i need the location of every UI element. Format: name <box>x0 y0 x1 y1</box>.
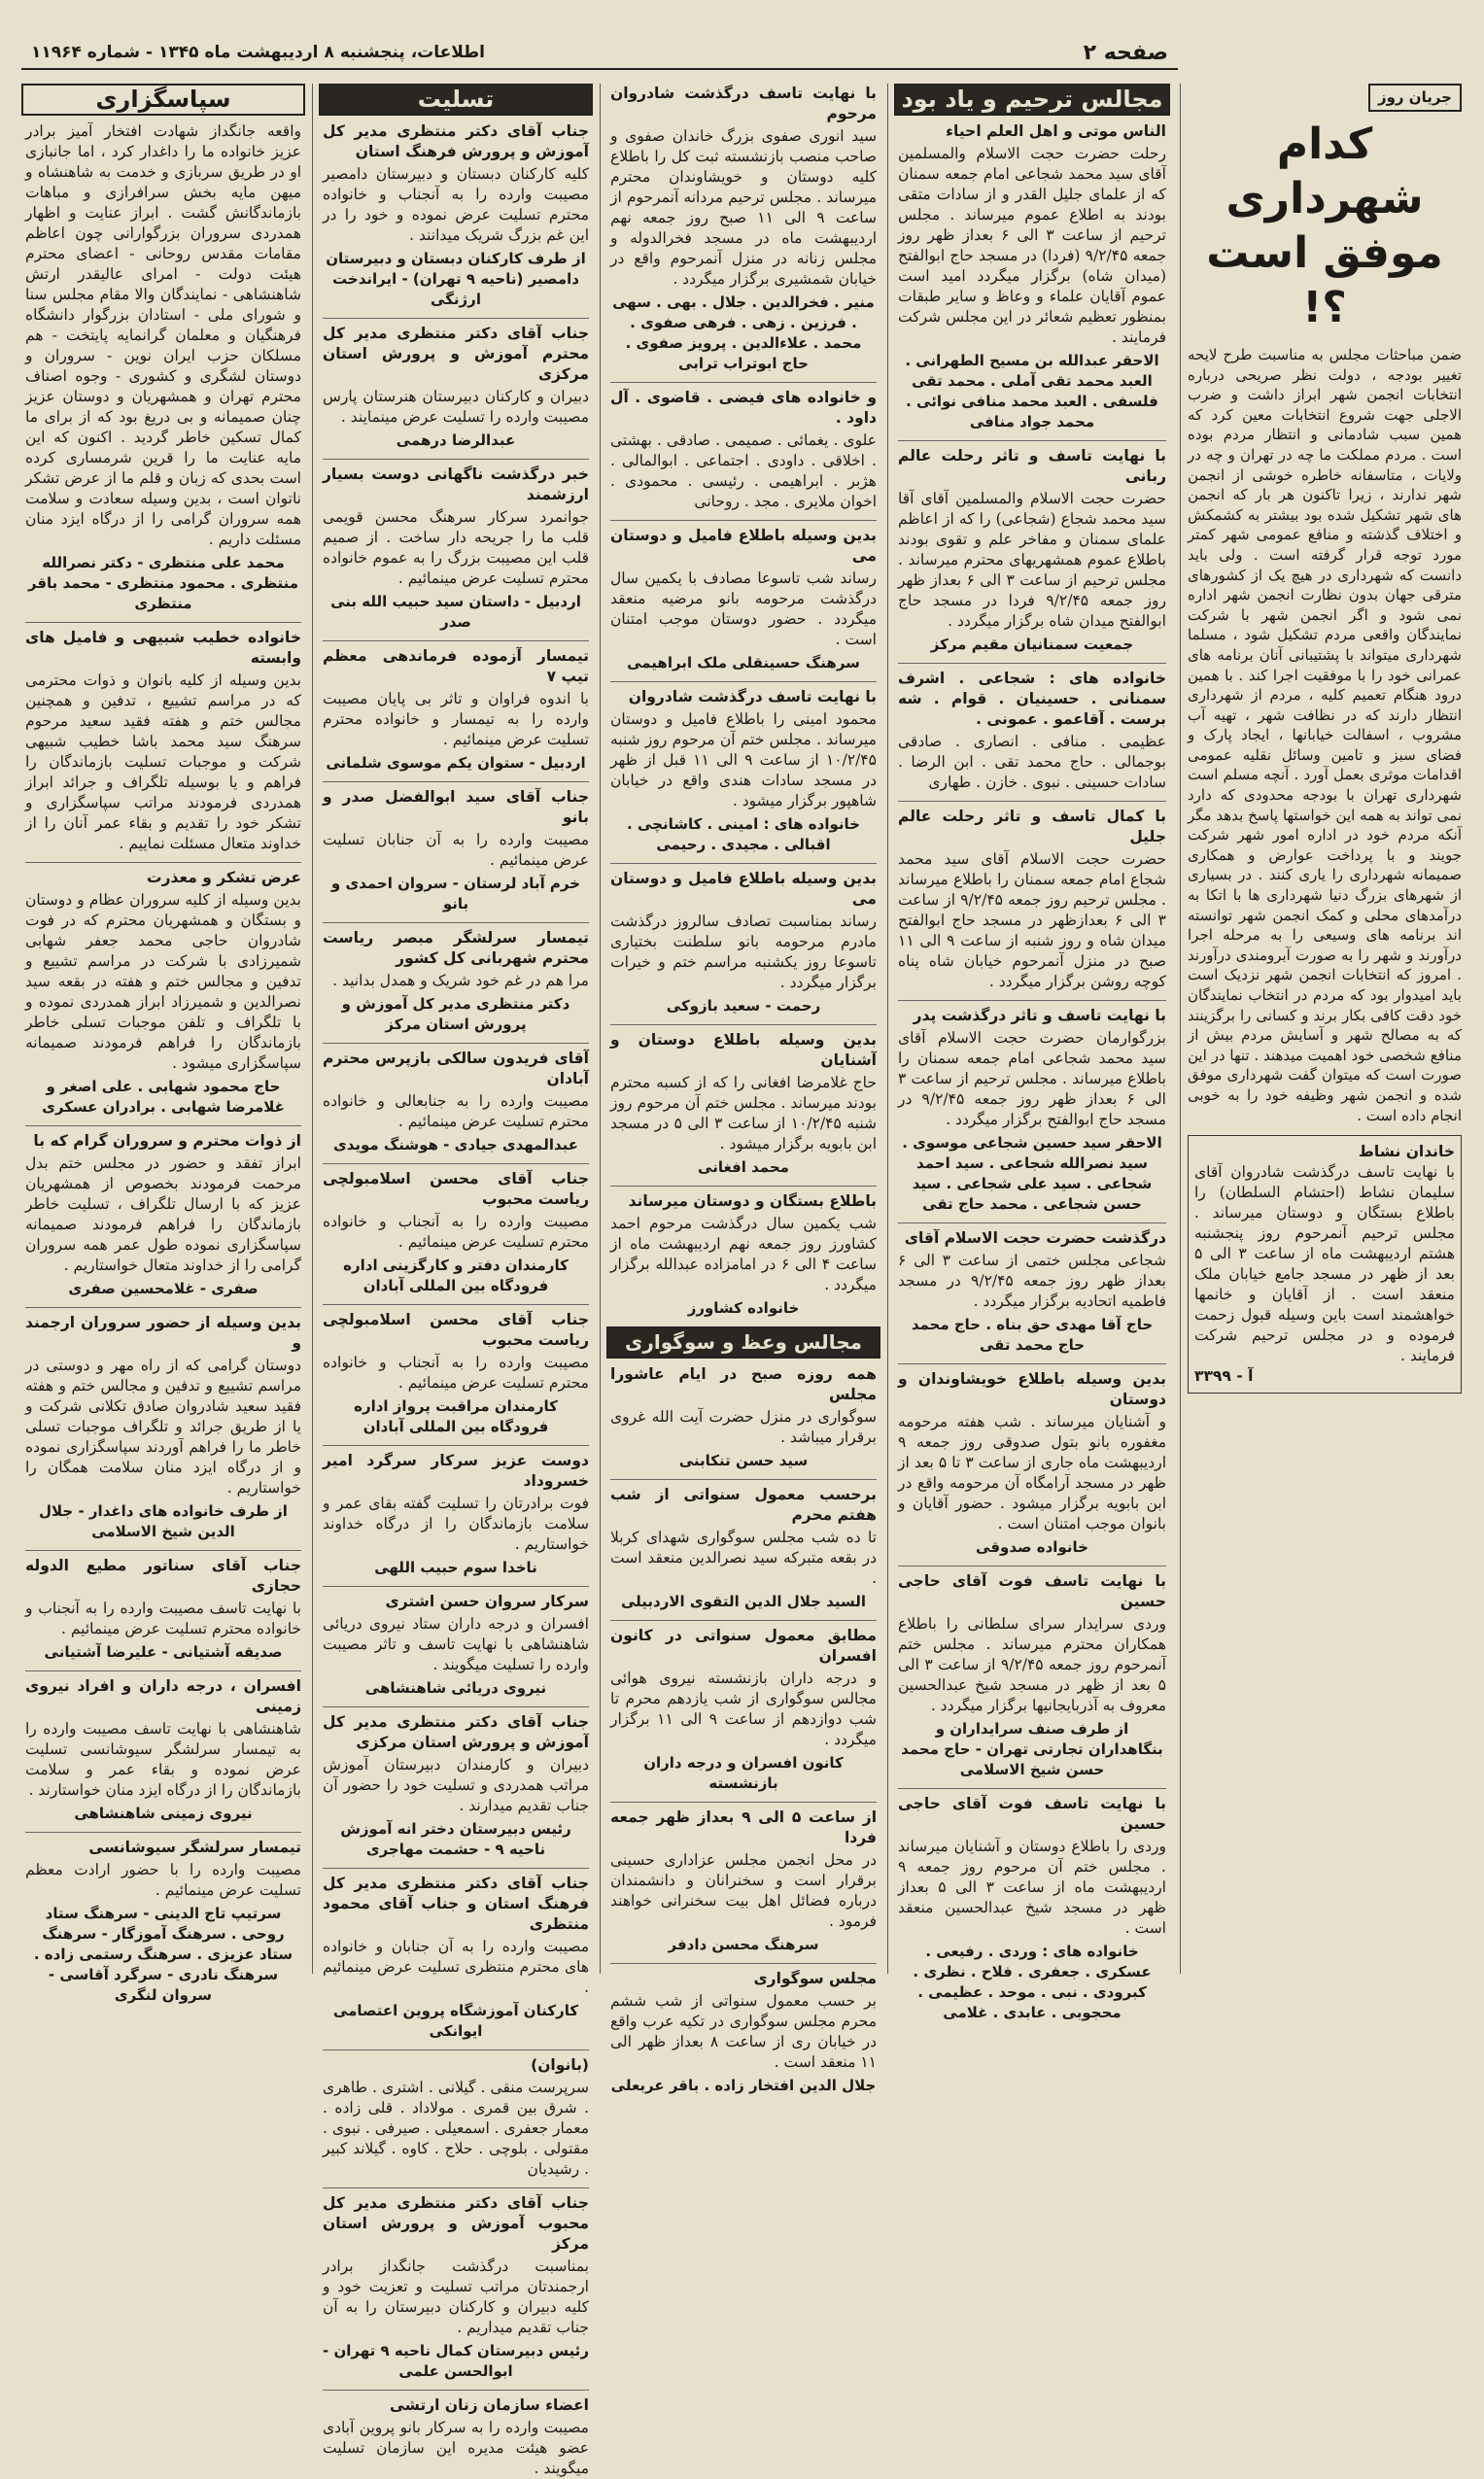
notice-body: مصیبت وارده را به آن جنابان تسلیت عرض مینمائیم . <box>323 831 589 869</box>
notice <box>25 1125 301 1299</box>
notice-sig: نیروی زمینی شاهنشاهی <box>74 1805 253 1822</box>
notice-head: تیمسار سرلشگر مبصر ریاست محترم شهربانی کل کشور <box>323 929 589 967</box>
notice <box>610 1620 877 1794</box>
notice-sig: از طرف کارکنان دبستان و دبیرستان دامصیر (ناحیه ۹ تهران) - ایراندخت ارژنگی <box>326 250 586 308</box>
notice-sig: عبدالمهدی جیادی - هوشنگ مویدی <box>332 1136 579 1153</box>
notice-sig: سرهنگ محسن دادفر <box>668 1936 819 1953</box>
notice-sig: ناخدا سوم حبیب اللهی <box>374 1559 537 1576</box>
notice-body: فوت برادرتان را تسلیت گفته بقای عمر و سلامت بازماندگان را از درگاه خداوند خواستاریم . <box>323 1495 589 1553</box>
notice <box>898 1000 1166 1215</box>
notice <box>25 121 301 614</box>
notice-body: افسران و درجه داران ستاد نیروی دریائی شاهنشاهی با نهایت تاسف و تاثر مصیبت وارده را تسلیت میگویند . <box>323 1615 589 1673</box>
notice <box>898 1788 1166 2023</box>
notice-head: بدین وسیله باطلاع خویشاوندان و دوستان <box>898 1370 1166 1408</box>
column-divider <box>312 84 313 1974</box>
notice-sig: اردبیل - ستوان یکم موسوی شلمانی <box>326 754 586 772</box>
notice-sig: کارکنان آموزشگاه پروین اعتصامی ایوانکی <box>332 2002 579 2040</box>
notice-head: با نهایت تاسف درگذشت شادروان <box>628 688 877 706</box>
notice-body: محمود امینی را باطلاع فامیل و دوستان میرساند . مجلس ختم آن مرحوم روز شنبه ۱۰/۲/۴۵ از ساعت ۹ الی ۱۱ قبل از ظهر در مسجد سادات هندی واقع در خیابان شاهپور برگزار میشود . <box>610 710 877 809</box>
notice <box>610 1024 877 1178</box>
notice-body: شجاعی مجلس ختمی از ساعت ۳ الی ۶ بعداز ظهر روز جمعه ۹/۲/۴۵ در مسجد فاطمیه اتحادیه برگزار میگردد . <box>898 1252 1167 1310</box>
notice-head: از ذوات محترم و سروران گرام که با <box>33 1132 301 1150</box>
memorials-list-2 <box>606 84 880 1319</box>
notice <box>898 663 1166 793</box>
notice-head: بدین وسیله باطلاع دوستان و آشنایان <box>610 1031 877 1069</box>
notice-head: الناس موتی و اهل العلم احیاء <box>946 122 1166 140</box>
memorials-banner: مجالس ترحیم و یاد بود <box>894 84 1170 116</box>
notice-body: مصیبت وارده را به جنابعالی و خانواده محترم تسلیت عرض مینمائیم . <box>323 1092 589 1130</box>
notice-head: درگذشت حضرت حجت الاسلام آقای <box>904 1229 1166 1247</box>
notice-head: (بانوان) <box>531 2056 589 2074</box>
notice-body: مصیبت وارده را به آنجناب و خانواده محترم تسلیت عرض مینمائیم . <box>323 1354 589 1392</box>
notice-sig: اردبیل - داستان سید حبیب الله بنی صدر <box>330 593 581 631</box>
memorials-column <box>894 84 1170 2021</box>
notice-body: کلیه کارکنان دبستان و دبیرستان دامصیر مصیبت وارده را به آنجناب و خانواده محترم تسلیت عرض نموده و خود را در این غم بزرگ شریک میدانند . <box>323 165 589 244</box>
notice-sig: محمد افغانی <box>698 1158 789 1176</box>
notice <box>610 863 877 1016</box>
notice-body: بر حسب معمول سنواتی از شب ششم محرم مجلس سوگواری در تکیه عرب واقع در خیابان ری از ساعت ۸ بعداز ظهر الی ۱۱ منعقد است . <box>610 1992 877 2071</box>
notice-head: با نهایت تاسف درگذشت شادروان مرحوم <box>610 85 877 122</box>
notice-body: مصیبت وارده را به آنجناب و خانواده محترم تسلیت عرض مینمائیم . <box>323 1213 589 1251</box>
notice-body: وردی را باطلاع دوستان و آشنایان میرساند . مجلس ختم آن مرحوم روز جمعه ۹ اردیبهشت ماه از ساعت ۳ الی ۵ بعداز ظهر در مسجد شیخ عبدالحسین منعقد است . <box>898 1838 1166 1937</box>
column-divider <box>1180 84 1181 1974</box>
notice-head: با نهایت تاسف فوت آقای حاجی حسین <box>898 1572 1166 1610</box>
notice-body: دبیران و کارمندان دبیرستان آموزش مراتب همدردی و تسلیت خود را حضور آن جناب تقدیم میدارند . <box>323 1756 589 1814</box>
notice-body: بدین وسیله از کلیه بانوان و ذوات محترمی که در مراسم تشییع ، تدفین و همچنین مجالس ختم و هفته فقید سعید مرحوم سرهنگ سید محمد باشا خطیب شبیهی شرکت و موجبات تسلیت بازماندگان را فراهم و یا بوسیله تلگراف و جرائد ابراز همدردی فرمودند مراتب سپاسگزاری و تشکر خود را تقدیم و بقاء عمر آنان را از خداوند متعال مسئلت نماییم . <box>25 671 301 852</box>
notice-head: جناب آقای دکتر منتظری مدیر کل فرهنگ استان و جناب آقای محمود منتظری <box>323 1875 589 1933</box>
notice-sig: صفری - غلامحسین صفری <box>68 1280 259 1297</box>
notice-sig: دکتر منتظری مدیر کل آموزش و پرورش استان مرکز <box>341 995 570 1033</box>
notice-body: واقعه جانگداز شهادت افتخار آمیز برادر عزیز خانواده ما را داغدار کرد ، اما جانبازی او در طریق سربازی و خدمت به شاهنشاه و میهن مایه بخش سرافرازی و مباهات بازماندگانش گشت . ابراز عنایت و اظهار همدردی سروران بزرگوارانی چون اعاظم مقامات مقدس روحانی - اعضای محترم هیئت دولت - امرای عالیقدر ارتش شاهنشاهی - نمایندگان والا مقام مجلس سنا و شورای ملی - استادان بزرگوار دانشگاه فرهنگیان و معلمان گرانمایه پایتخت - هم مسلکان حزب ایران نوین - سروران و دوستان لشگری و کشوری - وجوه اصناف محترم تهران و همشهریان و دوستان عزیز چنان صمیمانه و بی دریغ بود که از برای ما کمال تسکین خاطر گردید . اکنون که این مایه عنایت ما را قرین شرمساری کرده است بحدی که زبان و قلم ما از عرض تشکر ناتوان است ، بدین وسیله سعادت و سلامت همه سروران گرامی را از درگاه ایزد منان مسئلت داریم . <box>25 122 301 548</box>
sermons-banner: مجالس وعظ و سوگواری <box>606 1326 880 1359</box>
notice-head: جناب آقای دکتر منتظری مدیر کل محبوب آموزش و پرورش استان مرکز <box>323 2194 589 2253</box>
notice <box>898 801 1166 992</box>
notice-body: شاهنشاهی با نهایت تاسف مصیبت وارده را به تیمسار سرلشگر سیوشانسی تسلیت عرض نموده و بقاء عمر و سلامت بازماندگان را از درگاه ایزد منان خواستارند . <box>25 1720 301 1799</box>
notice-head: با کمال تاسف و تاثر رحلت عالم جلیل <box>898 808 1166 845</box>
notice-head: اعضاء سازمان زنان ارتشی <box>389 2396 589 2414</box>
notice-head: همه روزه صبح در ایام عاشورا مجلس <box>610 1365 877 1403</box>
notice <box>323 318 589 451</box>
notice-sig: نیروی دریائی شاهنشاهی <box>364 1679 547 1697</box>
notice <box>610 1479 877 1612</box>
notice-body: رساند شب تاسوعا مصادف با یکمین سال درگذشت مرحومه بانو مرضیه منعقد میگردد . حضور دوستان موجب امتنان است . <box>610 569 877 648</box>
notice <box>898 1566 1166 1780</box>
notice <box>323 1304 589 1437</box>
notice-sig: السید جلال الدین التقوی الاردبیلی <box>620 1593 867 1610</box>
notice-body: در محل انجمن مجلس عزاداری حسینی برقرار است و سخنرانان و دانشمندان درباره فضائل اهل بیت سخنرانی خواهند فرمود . <box>610 1851 877 1930</box>
column-divider <box>887 84 888 1974</box>
notice-head: افسران ، درجه داران و افراد نیروی زمینی <box>25 1677 301 1715</box>
notice-head: برحسب معمول سنواتی از شب هفتم محرم <box>610 1486 877 1524</box>
notice-head: جناب آقای محسن اسلامبولچی ریاست محبوب <box>323 1311 589 1349</box>
editorial-body: ضمن مباحثات مجلس به مناسبت طرح لایحه تغییر بودجه ، دولت نظر صریحی درباره انتخابات انجمن شهر ابراز داشت و ضرب الاجلی جهت شروع انتخابات معین کرد که همین سبب شادمانی و انتظار مردم بوده است . مردم مملکت ما چه در تهران و چه در ولایات ، متاسفانه خاطره خوشی از انجمن شهر ندارند ، زیرا تاکنون هر بار که انجمن های شهر تشکیل شده بود بیشتر به کشمکش و اختلاف گذشته و منافع عمومی شهر کمتر مورد توجه قرار گرفته است . ولی باید دانست که شهرداری در هیچ یک از کشورهای مترقی جهان بدون نظارت انجمن شهر اداره نمی شود و اگر انجمن شهر با شرکت نمایندگان واقعی مردم تشکیل شود ، مسلما شهرداری میتواند با پشتیبانی آنان برنامه های عمرانی خود را با موفقیت اجرا کند . با همین درود هنگام تعمیم کلیه ، مردم از شهرداری انتظار دارند که در نظافت شهر ، تهیه آب مشروب ، اسفالت خیابانها ، ایجاد پارک و فضای سبز و تامین وسائل نقلیه عمومی اقدامات موثری بعمل آورد . آنچه مسلم است شهرداری تهران با بودجه محدودی که دارد نمی تواند به همه این خواستها پاسخ بدهد مگر آنکه مردم خود در اداره امور شهر شرکت جویند و با پرداخت عوارض و همکاری صمیمانه شهرداری را یاری کنند . در بسیاری از شهرهای بزرگ دنیا شهرداری ها با اتکا به درآمدهای محلی و کمک انجمن شهر توانسته اند برنامه های وسیعی را به مرحله اجرا درآورند و شهر را به صورت آبرومندی درآورند . امروز که انتخابات انجمن شهر نزدیک است باید امیدوار بود که مردم در انتخاب نمایندگان خود دقت کافی بکار برند و کسانی را برگزینند که به مصالح شهر و آسایش مردم بیش از منافع شخصی خود اهمیت میدهند . تنها در این صورت است که میتوان گفت شهرداری موفق شده و انجمن شهر وظیفه خود را به خوبی انجام داده است . <box>1188 346 1462 1124</box>
page-header <box>21 39 1178 70</box>
notice <box>610 1802 877 1955</box>
editorial-tag: جریان روز <box>1368 84 1462 112</box>
notice-sig: سید حسن تنکابنی <box>678 1452 809 1469</box>
notice-sig: خانواده کشاورز <box>687 1299 800 1317</box>
notice-sig: خانواده صدوقی <box>976 1538 1088 1556</box>
notice-head: جناب آقای دکتر منتظری مدیر کل محترم آموزش و پرورش استان مرکزی <box>323 325 589 383</box>
notice-body: و آشنایان میرساند . شب هفته مرحومه مغفوره بانو بتول صدوقی روز جمعه ۹ اردیبهشت ماه جاری از ساعت ۳ تا ۵ بعد از ظهر در مسجد آرامگاه آن مرحومه واقع در ابن بابویه برگزار میشود . حضور آقایان و بانوان موجب امتنان است . <box>898 1413 1166 1532</box>
notice-head: بدین وسیله باطلاع فامیل و دوستان می <box>610 870 877 908</box>
notice-sig: سرهنگ حسینقلی ملک ابراهیمی <box>627 654 860 671</box>
notice-sig: از طرف خانواده های داغدار - جلال الدین شیخ الاسلامی <box>39 1502 288 1540</box>
notice-sig: الاحقر سید حسین شجاعی موسوی . سید نصرالله شجاعی . سید احمد شجاعی . سید علی شجاعی . سید حسن شجاعی . محمد حاج تقی <box>902 1134 1162 1213</box>
notice <box>323 1445 589 1578</box>
memorials-column-2 <box>606 84 880 2094</box>
notice-head: و خانواده های فیضی . قاضوی . آل داود . <box>610 389 877 427</box>
notice-sig: خانواده های : وردی . رفیعی . عسکری . جعفری . فلاح . نظری . کبرودی . نبی . موحد . عظیمی . محجوبی . عابدی . غلامی <box>913 1943 1152 2021</box>
notice-head: از ساعت ۵ الی ۹ بعداز ظهر جمعه فردا <box>610 1808 878 1846</box>
notice <box>25 1550 301 1663</box>
notice-head: جناب آقای سید ابوالفضل صدر و بانو <box>323 788 589 826</box>
memorials-list <box>894 121 1170 2023</box>
notice-sig: جلال الدین افتخار زاده . باقر عربعلی <box>610 2077 877 2094</box>
notice-body: شب یکمین سال درگذشت مرحوم احمد کشاورز روز جمعه نهم اردیبهشت ماه از ساعت ۴ الی ۶ در امامزاده عبدالله برگزار میگردد . <box>610 1215 877 1293</box>
notice-box-number: آ - ۳۳۹۹ <box>1194 1367 1254 1386</box>
notice-sig: الاحقر عبدالله بن مسیح الطهرانی . العبد محمد تقی آملی . محمد تقی فلسفی . العبد محمد منافی نوائی . محمد جواد منافی <box>905 352 1159 430</box>
notice-sig: صدیقه آشتیانی - علیرضا آشتیانی <box>44 1643 283 1661</box>
page-number: صفحه ۲ <box>1083 41 1168 65</box>
notice-body: مرا هم در غم خود شریک و همدل بدانید . <box>332 972 589 989</box>
notice-head: خبر درگذشت ناگهانی دوست بسیار ارزشمند <box>323 465 589 503</box>
notice <box>610 1963 877 2096</box>
notice-head: مطابق معمول سنواتی در کانون افسران <box>610 1627 877 1665</box>
notice-head: بدین وسیله باطلاع فامیل و دوستان می <box>610 527 877 565</box>
notice-body: دبیران و کارکنان دبیرستان هنرستان پارس مصیبت وارده را تسلیت عرض مینمایند . <box>323 388 589 426</box>
notice-body: رحلت حضرت حجت الاسلام والمسلمین آقای سید محمد شجاعی امام جمعه سمنان که از علمای جلیل القدر و از سادات متقی بودند به اطلاع عموم میرساند . مجلس ترحیم از ساعت ۳ الی ۶ بعداز ظهر روز جمعه ۹/۲/۴۵ (فردا) در مسجد حاج ابوالفتح (میدان شاه) برگزار میگردد امید است عموم آقایان علماء و وعاظ و سایر طبقات بمنظور تعظیم شعائر در این مجلس شرکت فرمایند . <box>898 145 1166 346</box>
notice-body: مصیبت وارده را به آن جنابان و خانواده های محترم منتظری تسلیت عرض مینمائیم . <box>323 1938 589 1996</box>
notice-body: حضرت حجت الاسلام والمسلمین آقای آقا سید محمد شجاع (شجاعی) را که از اعاظم علمای سمنان و مفاخر علم و تقوی بودند باطلاع عموم همشهریهای محترم میرساند . مجلس ترحیم از ساعت ۳ الی ۶ بعداز ظهر روز جمعه ۹/۲/۴۵ فردا در مسجد حاج ابوالفتح میدان شاه برگزار میگردد . <box>898 490 1166 630</box>
notice <box>610 382 877 512</box>
notice-body: عظیمی . منافی . انصاری . صادقی بوجمالی . حاج محمد تقی . ابن الرضا . سادات حسینی . نبوی . خازن . طهاری <box>898 733 1166 791</box>
notice-head: باطلاع بستگان و دوستان میرساند <box>628 1192 877 1210</box>
notice-sig: رئیس دبیرستان کمال ناحیه ۹ تهران - ابوالحسن علمی <box>323 2342 589 2380</box>
notice-head: با نهایت تاسف و تاثر رحلت عالم ربانی <box>898 447 1166 485</box>
notice-head: با نهایت تاسف فوت آقای حاجی حسین <box>898 1795 1166 1833</box>
notice <box>25 862 301 1118</box>
notice-head: جناب آقای دکتر منتظری مدیر کل آموزش و پرورش استان مرکزی <box>323 1713 589 1751</box>
notice-head: مجلس سوگواری <box>753 1970 877 1987</box>
notice-head: بدین وسیله از حضور سروران ارجمند و <box>25 1314 301 1352</box>
notice-body: با نهایت تاسف مصیبت وارده را به آنجناب و خانواده محترم تسلیت عرض مینمائیم . <box>25 1600 301 1637</box>
notice-body: وردی سرایدار سرای سلطانی را باطلاع همکاران محترم میرساند . مجلس ختم آنمرحوم روز جمعه ۹/۲/۴۵ از ساعت ۳ الی ۵ بعد از ظهر در مسجد شیخ عبدالحسین معروف به آذربایجانیها برگزار میگردد . <box>898 1615 1166 1714</box>
notice <box>898 440 1166 655</box>
notice-body: بزرگوارمان حضرت حجت الاسلام آقای سید محمد شجاعی امام جمعه سمنان را باطلاع میرساند . مجلس ترحیم از ساعت ۳ الی ۶ بعداز ظهر روز جمعه ۹/۲/۴۵ در مسجد حاج ابوالفتح برگزار میگردد . <box>898 1029 1166 1128</box>
notice-sig: خرم آباد لرستان - سروان احمدی و بانو <box>330 875 581 912</box>
notice-sig: رئیس دبیرستان دختر انه آموزش ناحیه ۹ - حشمت مهاجری <box>340 1820 571 1858</box>
notice-sig: حاج محمود شهابی . علی اصغر و غلامرضا شهابی . برادران عسکری <box>42 1078 285 1116</box>
notice-head: جناب آقای دکتر منتظری مدیر کل آموزش و پرورش فرهنگ استان <box>323 122 589 160</box>
notice-head: تیمسار سرلشگر سیوشانسی <box>88 1839 301 1856</box>
notice-head: جناب آقای سناتور مطیع الدوله حجازی <box>25 1557 301 1595</box>
thanks-list <box>21 121 305 2006</box>
notice-sig: رحمت - سعید بازوکی <box>666 997 821 1015</box>
notice <box>323 640 589 774</box>
notice-body: سرپرست منقی . گیلانی . اشتری . طاهری . شرق بین قمری . مولاداد . قلی زاده . معمار جعفری . اسمعیلی . صیرفی . نبوی . مقتولی . بلوچی . حلاج . کاوه . گیلاند کبیر . رشیدیان <box>323 2079 589 2178</box>
notice-sig: منیر . فخرالدین . جلال . بهی . سهی . فرزین . زهی . فرهی صفوی . محمد . علاءالدین . پرویز صفوی . حاج ابوتراب ترابی <box>612 293 875 372</box>
notice <box>323 922 589 1035</box>
notice <box>323 2049 589 2180</box>
condolences-column <box>319 84 593 2477</box>
notice-body: تا ده شب مجلس سوگواری شهدای کربلا در بقعه متبرکه سید نصرالدین منعقد است . <box>610 1529 877 1587</box>
notice-head: دوست عزیز سرکار سرگرد امیر خسروداد <box>323 1452 589 1490</box>
notice-body: دوستان گرامی که از راه مهر و دوستی در مراسم تشییع و تدفین و مجالس ختم و هفته فقید سعید شادروان صادق تکلانی شرکت و یا از طریق جرائد و تلگراف موجبات تسلی خاطر ما را فراهم آوردند سپاسگزاری نموده و از درگاه ایزد منان سلامت همگان را خواستاریم . <box>25 1357 301 1497</box>
notice-head: با نهایت تاسف و تاثر درگذشت پدر <box>913 1007 1166 1024</box>
notice <box>323 2187 589 2382</box>
thanks-column <box>21 84 305 2004</box>
notice <box>323 781 589 914</box>
notice <box>323 459 589 633</box>
condolences-banner: تسلیت <box>319 84 593 116</box>
notice <box>25 1832 301 2006</box>
notice-body: بدین وسیله از کلیه سروران عظام و دوستان و بستگان و همشهریان محترم که در فوت شادروان حاجی محمد جعفر شهابی شمیرزادی با شرکت در مراسم تشییع و تدفین و مجالس ختم و هفته در بقعه سید نصرالدین و شمیرزاد ابراز همدردی نموده و با تلگراف و تلفن موجبات تسلی خاطر بازماندگان را فراهم فرمودند صمیمانه سپاسگزاری میشود . <box>25 891 301 1072</box>
notice-head: خانواده های : شجاعی . اشرف سمنانی . حسینیان . قوام . شه برست . آقاعمو . عمونی . <box>898 670 1166 728</box>
column-divider <box>600 84 601 1974</box>
notice-sig: کارمندان مراقبت پرواز اداره فرودگاه بین المللی آبادان <box>354 1397 558 1435</box>
notice-head: خانواده خطیب شبیهی و فامیل های وابسته <box>25 629 301 667</box>
notice-sig: کانون افسران و درجه داران بازنشسته <box>643 1754 844 1792</box>
notice <box>25 1307 301 1542</box>
editorial-title: کدام شهرداری موفق است ؟! <box>1206 120 1443 332</box>
notice <box>610 84 877 374</box>
notice-body: سوگواری در منزل حضرت آیت الله غروی برقرار میباشد . <box>610 1408 877 1446</box>
notice <box>323 1868 589 2042</box>
notice-body: و درجه داران بازنشسته نیروی هوائی مجالس سوگواری از شب یازدهم محرم تا شب دوازدهم از ساعت ۹ الی ۱۱ برگزار میگردد . <box>610 1670 877 1748</box>
notice-head: عرض تشکر و معذرت <box>147 869 301 886</box>
notice-body: مصیبت وارده را با حضور ارادت معظم تسلیت عرض مینمائیم . <box>25 1861 301 1899</box>
issue-info: اطلاعات، پنجشنبه ۸ اردیبهشت ماه ۱۳۴۵ - شماره ۱۱۹۶۴ <box>31 43 486 62</box>
notice-sig: عبدالرضا درهمی <box>396 431 516 449</box>
condolences-list <box>319 121 593 2479</box>
notice <box>610 1364 877 1471</box>
notice-sig: حاج آقا مهدی حق بناه . حاج محمد حاج محمد تقی <box>911 1316 1154 1354</box>
notice <box>323 2390 589 2479</box>
notice-body: حضرت حجت الاسلام آقای سید محمد شجاع امام جمعه سمنان را باطلاع میرساند . مجلس ترحیم روز جمعه ۹/۲/۴۵ از ساعت ۳ الی ۶ بعدازظهر در مسجد حاج ابوالفتح میدان شاه و روز شنبه از ساعت ۹ الی ۱۱ صبح در منزل آنمرحوم خیابان شاه پناه کوچه روشن برگزار میگردد . <box>898 850 1167 990</box>
notice-box <box>1188 1135 1462 1394</box>
notice-sig: خانواده های : امینی . کاشانچی . اقبالی . مجیدی . رحیمی <box>627 815 860 853</box>
notice-sig: جمعیت سمنانیان مقیم مرکز <box>930 636 1134 653</box>
notice-body: با اندوه فراوان و تاثر بی پایان مصیبت وارده را به تیمسار و خانواده محترم تسلیت عرض مینمائیم . <box>323 690 589 748</box>
notice <box>898 1363 1166 1558</box>
notice <box>323 121 589 310</box>
notice <box>323 1706 589 1860</box>
notice <box>323 1586 589 1699</box>
notice-box-head: خاندان نشاط <box>1358 1143 1455 1161</box>
notice <box>25 1670 301 1824</box>
notice-head: سرکار سروان حسن اشتری <box>385 1593 589 1610</box>
notice-head: آقای فریدون سالکی بازپرس محترم آبادان <box>323 1050 589 1087</box>
thanks-banner: سپاسگزاری <box>21 84 305 116</box>
notice-body: سید انوری صفوی بزرگ خاندان صفوی و صاحب منصب بازنشسته ثبت کل را باطلاع کلیه دوستان و خویشاوندان محترم میرساند . مجلس ترحیم مردانه آنمرحوم از ساعت ۹ الی ۱۱ صبح روز جمعه نهم اردیبهشت ماه در مسجد فخرالدوله و مجلس زنانه در منزل آنمرحوم واقع در خیابان شمشیری برگزار میگردد . <box>610 127 877 288</box>
notice-sig: سرتیپ تاج الدینی - سرهنگ ستاد روحی . سرهنگ آموزگار - سرهنگ ستاد عزیزی . سرهنگ رستمی زاده . سرهنگ نادری - سرگرد آقاسی - سروان لنگری <box>33 1905 293 2004</box>
notice-head: تیمسار آزموده فرماندهی معظم تیپ ۷ <box>323 647 589 685</box>
sermons-list <box>606 1364 880 2096</box>
notice <box>323 1043 589 1155</box>
notice <box>323 1163 589 1296</box>
notice <box>610 681 877 855</box>
notice <box>25 622 301 854</box>
notice-body: علوی . یغمائی . صمیمی . صادقی . بهشتی . اخلاقی . داودی . اجتماعی . ابوالمالی . هژبر . ابراهیمی . رئیسی . محمودی . اخوان ملایری . مجد . روحانی <box>610 431 877 510</box>
notice-body: رساند بمناسبت تصادف سالروز درگذشت مادرم مرحومه بانو سلطنت بختیاری تاسوعا روز یکشنبه مراسم ختم و خیرات برگزار میگردد . <box>610 912 877 991</box>
notice <box>610 1186 877 1319</box>
notice <box>610 520 877 673</box>
notice-sig: از طرف صنف سرایداران و بنگاهداران تجارتی تهران - حاج محمد حسن شیخ الاسلامی <box>901 1720 1163 1778</box>
notice-body: ابراز تفقد و حضور در مجلس ختم بدل مرحمت فرمودند بخصوص از همشهریان عزیز که با ارسال تلگراف ، تسلیت خاطر بازماندگان را فراهم فرمودند صمیمانه سپاسگزاری نموده طول عمر همه سروران گرامی را از خداوند متعال خواستاریم . <box>25 1154 301 1274</box>
notice-head: جناب آقای محسن اسلامبولچی ریاست محبوب <box>323 1170 589 1208</box>
notice <box>898 121 1166 432</box>
notice-body: مصیبت وارده را به سرکار بانو پروین آبادی عضو هیئت مدیره این سازمان تسلیت میگویند . <box>323 2419 589 2477</box>
notice <box>898 1222 1166 1356</box>
notice-box-body: با نهایت تاسف درگذشت شادروان آقای سلیمان نشاط (احتشام السلطان) را باطلاع بستگان و دوستان میرساند . مجلس ترحیم آنمرحوم روز پنجشنبه هشتم اردیبهشت ماه از ساعت ۳ الی ۵ بعد از ظهر در مسجد جامع خیابان ملک منعقد است . از آقایان و خانمها خواهشمند است باین وسیله قبول زحمت فرموده و در مجلس ترحیم شرکت فرمایند . <box>1194 1163 1456 1365</box>
notice-body: بمناسبت درگذشت جانگداز برادر ارجمندتان مراتب تسلیت و تعزیت خود و کلیه دبیران و کارکنان دبیرستان را به آن جناب تقدیم میداریم . <box>323 2257 589 2336</box>
notice-body: جوانمرد سرکار سرهنگ محسن قویمی قلب ما را جریحه دار ساخت . از صمیم قلب این مصیبت بزرگ را به عموم خانواده محترم تسلیت عرض مینمائیم . <box>323 508 589 587</box>
notice-sig: محمد علی منتظری - دکتر نصرالله منتظری . محمود منتظری - محمد باقر منتظری <box>27 554 299 612</box>
notice-body: حاج غلامرضا افغانی را که از کسبه محترم بودند میرساند . مجلس ختم آن مرحوم روز شنبه ۱۰/۲/۴۵ از ساعت ۳ الی ۵ در مسجد ابن بابویه برگزار میشود . <box>610 1074 877 1153</box>
notice-sig: کارمندان دفتر و کارگزینی اداره فرودگاه بین المللی آبادان <box>343 1257 569 1294</box>
editorial-column <box>1188 84 1462 1974</box>
